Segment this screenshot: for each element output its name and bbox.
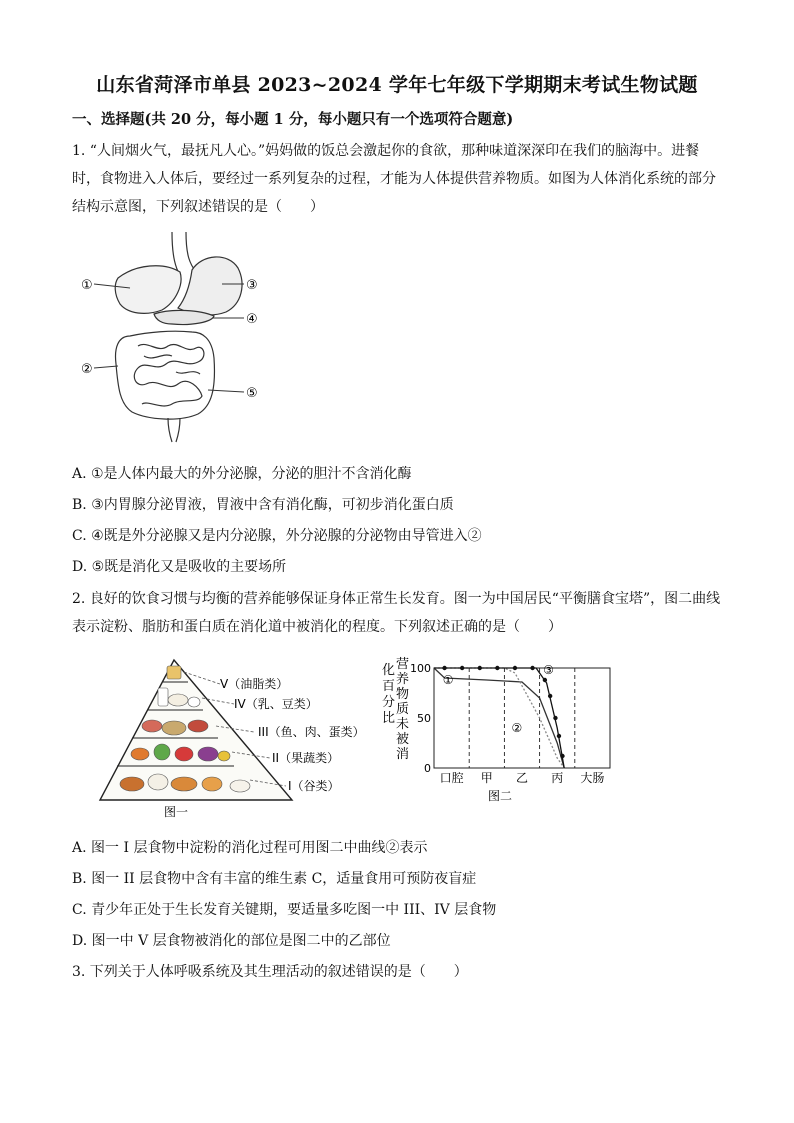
food-pyramid-figure — [74, 654, 374, 820]
x-tick-label: 大肠 — [580, 771, 605, 785]
y-label-char: 化 — [382, 663, 396, 678]
question-2-line: 2. 良好的饮食习惯与均衡的营养能够保证身体正常生长发育。图一为中国居民“平衡膳食宝塔”，图二曲线 — [72, 591, 721, 607]
figure-2-caption: 图二 — [487, 789, 513, 803]
series-marker — [560, 754, 564, 758]
label-1: ① — [81, 278, 93, 293]
series-marker — [495, 666, 499, 670]
series-marker — [442, 666, 446, 670]
y-label-char: 养 — [396, 672, 410, 687]
y-label-char: 被 — [396, 732, 410, 747]
y-axis-label-right — [396, 657, 409, 762]
series-marker — [557, 734, 561, 738]
y-tick-label: 50 — [417, 712, 431, 725]
y-axis-label-left — [382, 663, 395, 726]
series-marker — [530, 666, 534, 670]
x-tick-label: 丙 — [551, 771, 564, 785]
question-1-line: 结构示意图，下列叙述错误的是（ ） — [72, 199, 324, 215]
pyramid-label-iv: IV（乳、豆类） — [234, 697, 318, 711]
q1-option-d[interactable]: D. ⑤既是消化又是吸收的主要场所 — [72, 559, 287, 575]
question-2-line: 表示淀粉、脂肪和蛋白质在消化道中被消化的程度。下列叙述正确的是（ ） — [72, 619, 562, 635]
pyramid-label-iii: III（鱼、肉、蛋类） — [258, 725, 365, 739]
series-marker — [548, 694, 552, 698]
x-tick-label: 甲 — [480, 771, 493, 785]
series-label-2: ② — [511, 721, 523, 735]
figure-1-caption: 图一 — [164, 805, 189, 819]
question-1-line: 时，食物进入人体后，要经过一系列复杂的过程，才能为人体提供营养物质。如图为人体消化系统的部分 — [72, 171, 716, 187]
series-marker — [513, 666, 517, 670]
y-label-char: 营 — [396, 657, 410, 672]
series-marker — [478, 666, 482, 670]
question-1-stem — [72, 137, 724, 221]
q2-option-c[interactable]: C. 青少年正处于生长发育关键期，要适量多吃图一中 III、IV 层食物 — [72, 902, 497, 918]
question-3-stem: 3. 下列关于人体呼吸系统及其生理活动的叙述错误的是（ ） — [72, 964, 468, 980]
x-tick-label: 乙 — [515, 771, 529, 785]
q2-option-a[interactable]: A. 图一 I 层食物中淀粉的消化过程可用图二中曲线②表示 — [72, 840, 428, 856]
series-marker — [553, 716, 557, 720]
label-5: ⑤ — [246, 386, 258, 401]
question-2-stem — [72, 585, 724, 641]
series-label-3: ③ — [543, 663, 554, 677]
y-label-char: 未 — [396, 717, 410, 732]
y-label-char: 比 — [382, 711, 396, 726]
y-tick-label: 100 — [410, 662, 431, 675]
y-label-char: 质 — [396, 702, 410, 717]
section-heading: 一、选择题(共 20 分，每小题 1 分，每小题只有一个选项符合题意) — [72, 111, 514, 128]
q2-option-b[interactable]: B. 图一 II 层食物中含有丰富的维生素 C，适量食用可预防夜盲症 — [72, 871, 477, 887]
series-label-1: ① — [442, 673, 454, 687]
y-label-char: 消 — [396, 747, 410, 762]
y-tick-label: 0 — [424, 762, 431, 775]
page-title: 山东省菏泽市单县 2023~2024 学年七年级下学期期末考试生物试题 — [96, 74, 698, 96]
pyramid-label-i: I（谷类） — [288, 779, 340, 793]
y-label-char: 分 — [382, 695, 396, 710]
label-3: ③ — [246, 278, 258, 293]
pyramid-label-ii: II（果蔬类） — [272, 751, 340, 765]
series-marker — [543, 678, 547, 682]
label-2: ② — [81, 362, 93, 377]
q1-option-c[interactable]: C. ④既是外分泌腺又是内分泌腺，外分泌腺的分泌物由导管进入② — [72, 528, 482, 544]
y-label-char: 物 — [396, 687, 410, 702]
y-label-char: 百 — [382, 679, 396, 694]
q2-option-d[interactable]: D. 图一中 V 层食物被消化的部位是图二中的乙部位 — [72, 933, 391, 949]
digestive-system-figure — [72, 228, 282, 446]
q1-option-a[interactable]: A. ①是人体内最大的外分泌腺，分泌的胆汁不含消化酶 — [72, 466, 412, 482]
question-1-line: 1. “人间烟火气，最抚凡人心。”妈妈做的饭总会激起你的食欲，那种味道深深印在我们的脑海中。进餐 — [72, 143, 700, 159]
x-tick-label: 口腔 — [439, 771, 464, 785]
digestion-chart — [376, 654, 616, 804]
pyramid-label-v: V（油脂类） — [220, 677, 289, 691]
q1-option-b[interactable]: B. ③内胃腺分泌胃液，胃液中含有消化酶，可初步消化蛋白质 — [72, 497, 454, 513]
label-4: ④ — [246, 312, 258, 327]
series-marker — [460, 666, 464, 670]
